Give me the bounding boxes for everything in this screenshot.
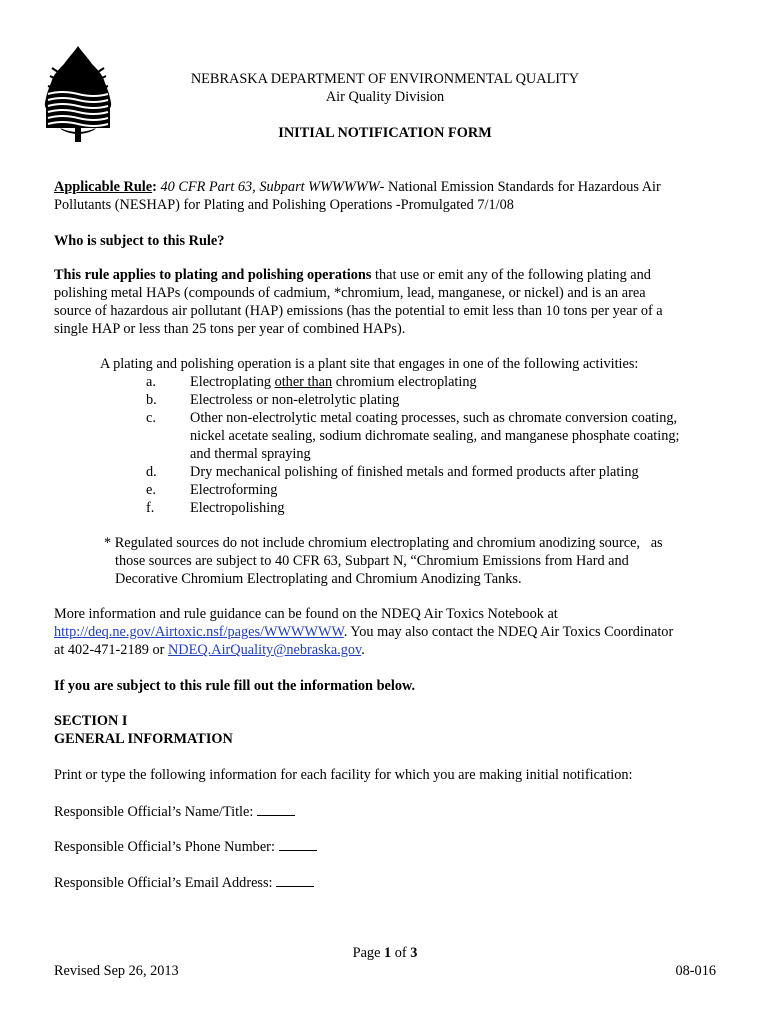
footnote-line2: those sources are subject to 40 CFR 63, Subpart N, “Chromium Emissions from Hard and <box>115 553 629 569</box>
air-toxics-notebook-link[interactable]: http://deq.ne.gov/Airtoxic.nsf/pages/WWWWWW <box>54 624 344 640</box>
page-number: Page 1 of 3 <box>352 945 418 961</box>
definition-text: A plating and polishing operation is a plant site that engages in one of the following activities: <box>100 356 639 372</box>
applicable-rule-line1: Applicable Rule: 40 CFR Part 63, Subpart WWWWWW- National Emission Standards for Hazardous Air <box>54 179 661 195</box>
applicable-rule-label: Applicable Rule <box>54 179 153 195</box>
official-phone-field[interactable] <box>279 837 317 851</box>
ndeq-email-link[interactable]: NDEQ.AirQuality@nebraska.gov <box>167 642 362 658</box>
official-name-field-row <box>54 802 295 821</box>
applies-line2: polishing metal HAPs (compounds of cadmium, *chromium, lead, manganese, or nickel) and is an area <box>54 285 646 301</box>
applies-line3: source of hazardous air pollutant (HAP) emissions (has the potential to emit less than 10 tons per year of a <box>54 303 663 319</box>
form-number: 08-016 <box>675 963 716 979</box>
form-title: INITIAL NOTIFICATION FORM <box>278 125 492 141</box>
section-title: GENERAL INFORMATION <box>54 731 233 747</box>
division-name: Air Quality Division <box>325 89 445 105</box>
revised-date: Revised Sep 26, 2013 <box>54 963 179 979</box>
agency-name: NEBRASKA DEPARTMENT OF ENVIRONMENTAL QUALITY <box>190 71 580 87</box>
footnote-line1: * Regulated sources do not include chromium electroplating and chromium anodizing source, as <box>104 535 663 551</box>
section-instruction: Print or type the following information for each facility for which you are making initial notification: <box>54 767 633 783</box>
more-info-line3: at 402-471-2189 or NDEQ.AirQuality@nebraska.gov. <box>54 642 365 658</box>
applies-line4: single HAP or less than 25 tons per year of combined HAPs). <box>54 321 406 337</box>
more-info-line2: http://deq.ne.gov/Airtoxic.nsf/pages/WWWWWW. You may also contact the NDEQ Air Toxics Coordinator <box>54 624 674 640</box>
official-name-field[interactable] <box>257 802 295 816</box>
who-subject-heading: Who is subject to this Rule? <box>54 233 225 249</box>
more-info-line1: More information and rule guidance can be found on the NDEQ Air Toxics Notebook at <box>54 606 558 622</box>
official-phone-label: Responsible Official’s Phone Number: <box>54 839 279 855</box>
applies-line1: This rule applies to plating and polishing operations that use or emit any of the following plating and <box>54 267 651 283</box>
section-number: SECTION I <box>54 713 128 729</box>
official-email-label: Responsible Official’s Email Address: <box>54 875 277 891</box>
applicable-rule-line2: Pollutants (NESHAP) for Plating and Polishing Operations -Promulgated 7/1/08 <box>54 197 514 213</box>
subject-instruction: If you are subject to this rule fill out the information below. <box>54 678 416 694</box>
footnote-line3: Decorative Chromium Electroplating and Chromium Anodizing Tanks. <box>115 571 522 587</box>
rule-citation: 40 CFR Part 63, Subpart WWWWWW <box>156 179 380 195</box>
official-email-field-row <box>54 873 314 892</box>
official-name-label: Responsible Official’s Name/Title: <box>54 804 257 820</box>
official-email-field[interactable] <box>276 873 314 887</box>
official-phone-field-row <box>54 837 317 856</box>
